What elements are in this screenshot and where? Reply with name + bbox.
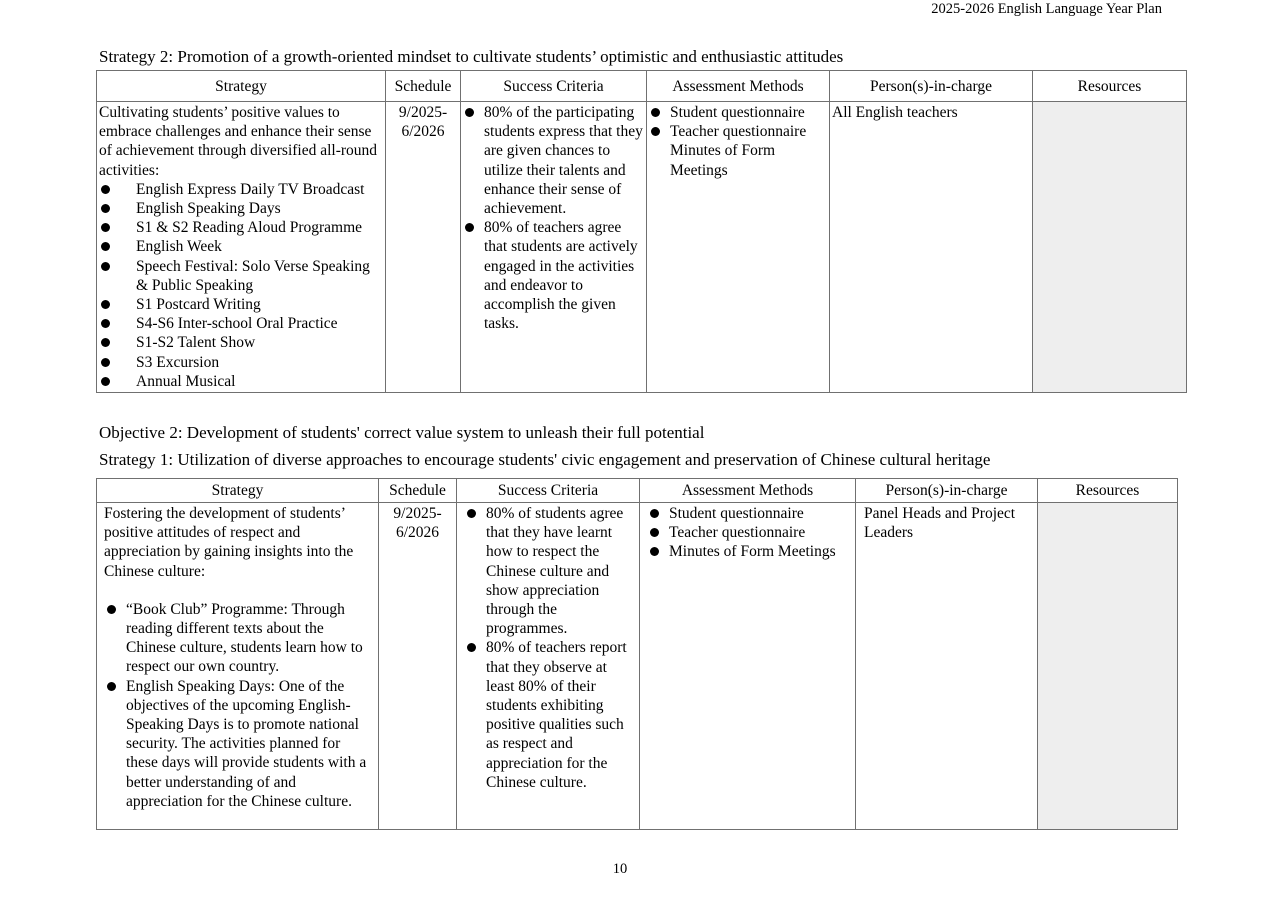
strategy-cell (97, 503, 379, 830)
table-header-row (97, 479, 1178, 503)
strategy-1-table (96, 478, 1178, 830)
schedule-cell: 9/2025-6/2026 (386, 102, 461, 393)
list-item: 80% of the participating students express that they are given chances to utilize their talents and enhance their sense of achievement. (463, 103, 644, 218)
col-header-schedule: Schedule (386, 71, 461, 102)
list-item: “Book Club” Programme: Through reading different texts about the Chinese culture, students learn how to respect our own country. (104, 600, 373, 677)
list-item: S1 & S2 Reading Aloud Programme (99, 218, 383, 237)
list-item: Teacher questionnaire (649, 122, 827, 141)
col-header-assessment-methods: Assessment Methods (647, 71, 830, 102)
table-row (97, 102, 1187, 393)
col-header-resources: Resources (1033, 71, 1187, 102)
strategy-intro: Cultivating students’ positive values to embrace challenges and enhance their sense of achievement through diversified all-round activities: (99, 104, 378, 179)
list-item: Student questionnaire (642, 504, 853, 523)
col-header-persons-in-charge: Person(s)-in-charge (830, 71, 1033, 102)
activity-list (99, 180, 383, 391)
resources-cell (1038, 503, 1178, 830)
success-criteria-cell (457, 503, 640, 830)
list-item: S3 Excursion (99, 353, 383, 372)
assessment-extra: Minutes of Form Meetings (670, 142, 776, 179)
success-criteria-list (463, 103, 644, 333)
persons-in-charge-cell: All English teachers (830, 102, 1033, 393)
col-header-success-criteria: Success Criteria (457, 479, 640, 503)
list-item: 80% of teachers agree that students are actively engaged in the activities and endeavor to accomplish the given tasks. (463, 218, 644, 333)
list-item: S1 Postcard Writing (99, 295, 383, 314)
list-item: Minutes of Form Meetings (642, 542, 853, 561)
col-header-persons-in-charge: Person(s)-in-charge (856, 479, 1038, 503)
list-item: 80% of students agree that they have learnt how to respect the Chinese culture and show appreciation through the programmes. (459, 504, 637, 638)
col-header-strategy: Strategy (97, 71, 386, 102)
strategy-1-heading: Strategy 1: Utilization of diverse approaches to encourage students' civic engagement and preservation of Chinese cultural heritage (99, 450, 991, 469)
strategy-cell (97, 102, 386, 393)
strategy-intro: Fostering the development of students’ positive attitudes of respect and appreciation by gaining insights into the Chinese culture: (104, 505, 354, 580)
success-criteria-list (459, 504, 637, 792)
document-header: 2025-2026 English Language Year Plan (931, 1, 1162, 17)
assessment-methods-cell (640, 503, 856, 830)
table-header-row (97, 71, 1187, 102)
resources-cell (1033, 102, 1187, 393)
list-item: S1-S2 Talent Show (99, 333, 383, 352)
activity-list (104, 600, 373, 811)
strategy-2-table (96, 70, 1187, 393)
objective-2-heading: Objective 2: Development of students' correct value system to unleash their full potential (99, 423, 705, 442)
persons-in-charge-cell: Panel Heads and Project Leaders (856, 503, 1038, 830)
list-item: Annual Musical (99, 372, 383, 391)
list-item: Speech Festival: Solo Verse Speaking & Public Speaking (99, 257, 383, 295)
list-item: English Speaking Days: One of the objectives of the upcoming English-Speaking Days is to promote national security. The activities planned for these days will provide students with a better understanding of and appreciation for the Chinese culture. (104, 677, 373, 811)
assessment-methods-cell (647, 102, 830, 393)
assessment-methods-list (642, 504, 853, 562)
schedule-cell: 9/2025-6/2026 (379, 503, 457, 830)
table-row (97, 503, 1178, 830)
assessment-methods-list (649, 103, 827, 141)
list-item: Teacher questionnaire (642, 523, 853, 542)
list-item: English Speaking Days (99, 199, 383, 218)
list-item: Student questionnaire (649, 103, 827, 122)
col-header-schedule: Schedule (379, 479, 457, 503)
col-header-success-criteria: Success Criteria (461, 71, 647, 102)
col-header-resources: Resources (1038, 479, 1178, 503)
success-criteria-cell (461, 102, 647, 393)
page-number: 10 (612, 861, 628, 877)
list-item: S4-S6 Inter-school Oral Practice (99, 314, 383, 333)
strategy-2-heading: Strategy 2: Promotion of a growth-oriented mindset to cultivate students’ optimistic and enthusiastic attitudes (99, 47, 844, 66)
list-item: English Week (99, 237, 383, 256)
col-header-strategy: Strategy (97, 479, 379, 503)
list-item: 80% of teachers report that they observe at least 80% of their students exhibiting positive qualities such as respect and appreciation for the Chinese culture. (459, 638, 637, 792)
col-header-assessment-methods: Assessment Methods (640, 479, 856, 503)
spacer (104, 581, 373, 600)
list-item: English Express Daily TV Broadcast (99, 180, 383, 199)
